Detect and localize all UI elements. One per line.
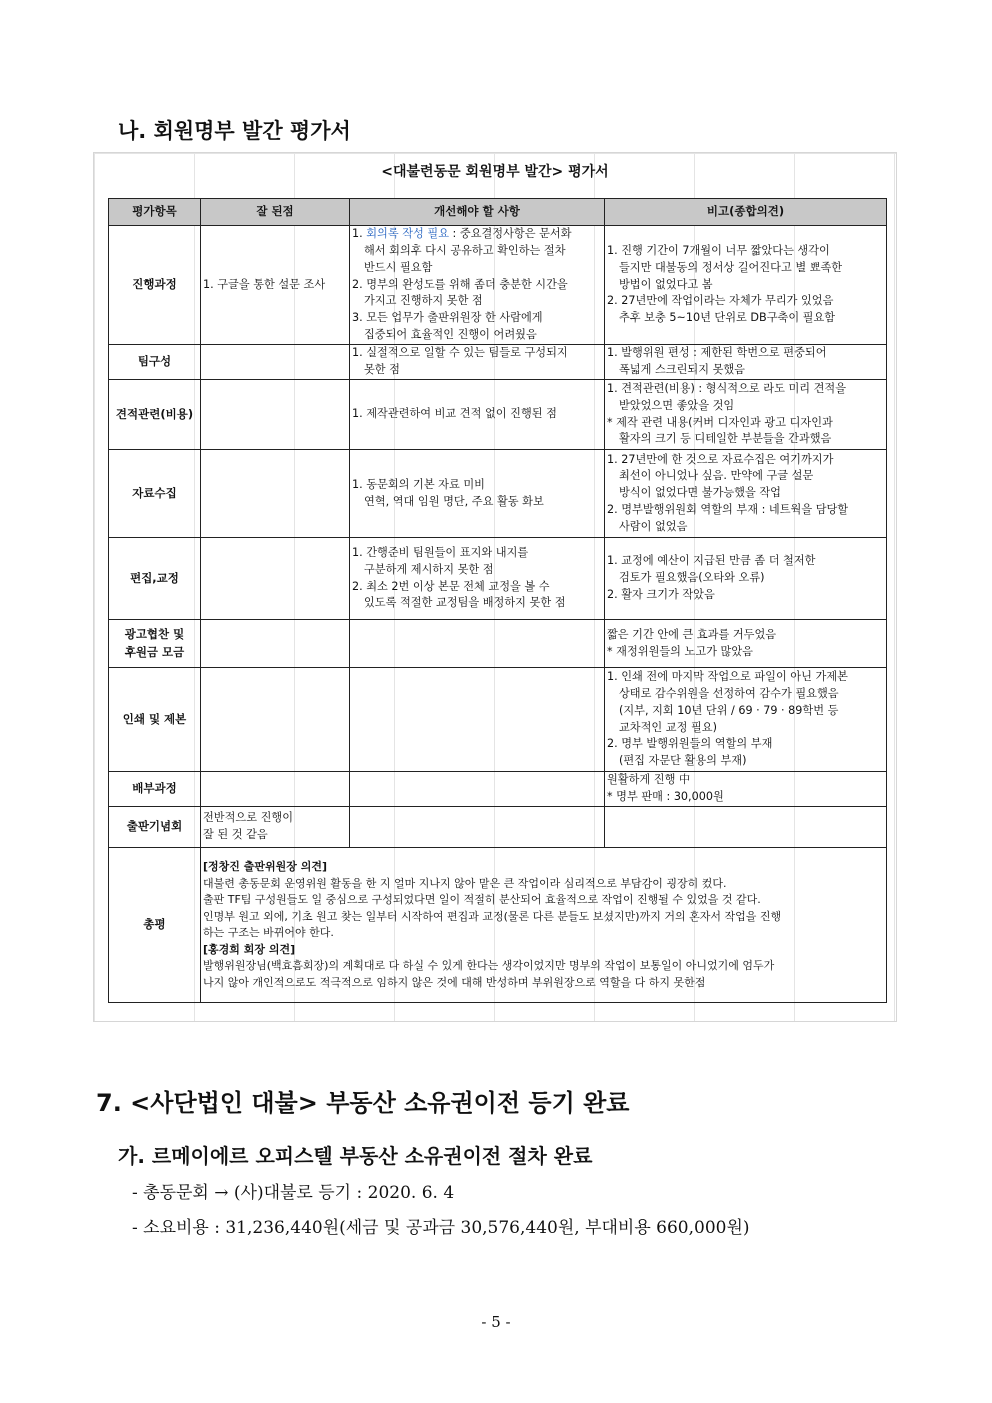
remark-line: 2. 명부 발행위원들의 역할의 부재: [607, 737, 773, 751]
category-label: 후원금 모금: [124, 644, 185, 659]
row-category: [109, 345, 201, 380]
row-remark: [605, 380, 887, 450]
remark-line: * 재정위원들의 노고가 많았음: [607, 644, 753, 658]
remark-line: 상태로 감수위원을 선정하여 감수가 필요했음: [619, 686, 839, 700]
remark-line: 검토가 필요했음(오타와 오류): [619, 571, 765, 585]
evaluation-table: [108, 198, 887, 1003]
improve-line: 2. 명부의 완성도를 위해 좀더 충분한 시간을: [352, 277, 568, 291]
row-good: [201, 538, 350, 620]
row-category: [109, 772, 201, 807]
table-row: [109, 668, 887, 772]
row-good: [201, 226, 350, 345]
remark-line: 사람이 없었음: [619, 519, 688, 533]
remark-line: (지부, 지회 10년 단위 / 69 · 79 · 89학번 등: [619, 703, 839, 717]
section-na-title: 나. 회원명부 발간 평가서: [118, 119, 351, 143]
summary-line: 출판 TF팀 구성원들도 일 중심으로 구성되었다면 일이 적절히 분산되어 효율적으로 작업이 진행될 수 있었을 것 같다.: [203, 893, 761, 906]
improve-line: 가지고 진행하지 못한 점: [364, 294, 483, 308]
table-row: [109, 450, 887, 538]
remark-line: 1. 진행 기간이 7개월이 너무 짧았다는 생각이: [607, 244, 830, 257]
category-label: 견적관련(비용): [115, 406, 194, 421]
table-row: [109, 380, 887, 450]
improve-line: 구분하게 제시하지 못한 점: [364, 562, 494, 576]
row-improve: [350, 772, 605, 807]
row-remark: [605, 772, 887, 807]
remark-line: 추후 보충 5~10년 단위로 DB구축이 필요함: [619, 311, 836, 325]
remark-line: 방법이 없었다고 봄: [619, 277, 713, 291]
improve-line: 1. 간행준비 팀원들이 표지와 내지를: [352, 545, 529, 559]
improve-line: 있도록 적절한 교정팀을 배정하지 못한 점: [364, 596, 566, 610]
table-header-row: [109, 199, 887, 226]
table-row: [109, 345, 887, 380]
remark-line: 받았었으면 좋았을 것임: [619, 398, 735, 412]
header-improve: 개선해야 할 사항: [350, 199, 605, 226]
header-good: 잘 된점: [201, 199, 350, 226]
remark-line: 들지만 대불동의 정서상 길어진다고 별 뾰족한: [619, 260, 843, 274]
remark-line: * 명부 판매 : 30,000원: [607, 790, 724, 803]
row-improve: [350, 226, 605, 345]
remark-line: 원활하게 진행 中: [607, 773, 691, 787]
row-category: [109, 668, 201, 772]
remark-line: 2. 27년만에 작업이라는 자체가 무리가 있었음: [607, 294, 834, 308]
summary-line: [정창진 출판위원장 의견]: [203, 860, 327, 873]
remark-line: 1. 발행위원 편성 : 제한된 학번으로 편중되어: [607, 346, 827, 360]
remark-line: 1. 27년만에 한 것으로 자료수집은 여기까지가: [607, 452, 834, 466]
row-improve: [350, 450, 605, 538]
table-row: [109, 538, 887, 620]
category-label: 진행과정: [132, 277, 177, 292]
good-line: 잘 된 것 같음: [203, 828, 268, 841]
summary-text: [201, 848, 887, 1003]
improve-highlight: 회의록 작성 필요: [366, 227, 449, 241]
header-category: 평가항목: [109, 199, 201, 226]
row-category: [109, 807, 201, 848]
remark-line: 1. 교정에 예산이 지급된 만큼 좀 더 철저한: [607, 554, 816, 568]
bullet-cost: - 소요비용 : 31,236,440원(세금 및 공과금 30,576,440원, 부대비용 660,000원): [132, 1218, 750, 1238]
remark-line: 1. 인쇄 전에 마지막 작업으로 파일이 아닌 가제본: [607, 670, 848, 684]
row-category: [109, 538, 201, 620]
table-row: [109, 772, 887, 807]
improve-line: 1. 실절적으로 일할 수 있는 팀들로 구성되지: [352, 346, 568, 360]
remark-line: 1. 견적관련(비용) : 형식적으로 라도 미리 견적을: [607, 381, 847, 395]
table-row: [109, 620, 887, 668]
category-label: 편집,교정: [130, 570, 179, 585]
remark-line: 2. 활자 크기가 작았음: [607, 587, 715, 601]
row-category: [109, 226, 201, 345]
row-remark: [605, 226, 887, 345]
row-remark: [605, 450, 887, 538]
evaluation-sheet: [93, 152, 897, 1022]
row-good: [201, 450, 350, 538]
row-remark: [605, 668, 887, 772]
row-improve: [350, 807, 605, 848]
remark-line: 교차적인 교정 필요): [619, 720, 717, 734]
summary-line: [홍경희 회장 의견]: [203, 942, 296, 956]
summary-line: 발행위원장님(백효흠회장)의 계획대로 다 하실 수 있게 한다는 생각이었지만 명부의 작업이 보통일이 아니었기에 엄두가: [203, 959, 775, 972]
section7-title: 7. <사단법인 대불> 부동산 소유권이전 등기 완료: [96, 1089, 630, 1117]
row-improve: [350, 668, 605, 772]
category-label: 인쇄 및 제본: [122, 711, 187, 726]
row-good: [201, 620, 350, 668]
page-number: - 5 -: [481, 1313, 511, 1331]
row-good: [201, 807, 350, 848]
category-label: 배부과정: [132, 781, 177, 796]
bullet-registration-date: - 총동문회 → (사)대불로 등기 : 2020. 6. 4: [132, 1183, 455, 1203]
category-label: 자료수집: [132, 485, 177, 500]
row-category: [109, 620, 201, 668]
summary-category: 총평: [109, 848, 201, 1003]
remark-line: 짧은 기간 안에 큰 효과를 거두었음: [607, 627, 777, 641]
row-remark: [605, 345, 887, 380]
table-row: [109, 226, 887, 345]
row-good: [201, 380, 350, 450]
sheet-title: <대불련동문 회원명부 발간> 평가서: [381, 164, 609, 180]
category-label: 팀구성: [137, 354, 172, 369]
summary-line: 인명부 원고 외에, 기초 원고 찾는 일부터 시작하여 편집과 교정(물론 다른 분들도 보셨지만)까지 거의 혼자서 작업을 진행: [203, 909, 782, 923]
summary-row: [109, 848, 887, 1003]
row-good: [201, 345, 350, 380]
row-good: [201, 668, 350, 772]
summary-line: 하는 구조는 바뀌어야 한다.: [203, 926, 334, 939]
improve-line: 반드시 필요함: [364, 260, 433, 274]
remark-line: 방식이 없었다면 불가능했을 작업: [619, 486, 781, 500]
row-remark: [605, 538, 887, 620]
summary-line: 나지 않아 개인적으로도 적극적으로 임하지 않은 것에 대해 반성하며 부위원장으로 역할을 다 하지 못한점: [203, 975, 706, 989]
row-category: [109, 450, 201, 538]
table-row: [109, 807, 887, 848]
good-line: 1. 구글을 통한 설문 조사: [203, 277, 326, 291]
remark-line: 활자의 크기 등 디테일한 부분들을 간과했음: [619, 432, 832, 446]
improve-line: [352, 226, 602, 243]
remark-line: (편집 자문단 활용의 부재): [619, 754, 747, 768]
section-ga-title: 가. 르메이에르 오피스텔 부동산 소유권이전 절차 완료: [118, 1144, 593, 1168]
category-label: 광고협찬 및: [124, 627, 185, 642]
improve-line: 1. 동문회의 기본 자료 미비: [352, 477, 485, 491]
remark-line: 최선이 아니었나 싶음. 만약에 구글 설문: [619, 469, 814, 483]
row-good: [201, 772, 350, 807]
row-remark: [605, 807, 887, 848]
row-category: [109, 380, 201, 450]
summary-line: 대불련 총동문회 운영위원 활동을 한 지 얼마 지나지 않아 맡은 큰 작업이라 심리적으로 부담감이 굉장히 컸다.: [203, 876, 727, 890]
improve-prefix: 1.: [352, 227, 367, 241]
row-remark: [605, 620, 887, 668]
remark-line: 2. 명부발행위원회 역할의 부재 : 네트웍을 담당할: [607, 502, 849, 516]
row-improve: [350, 538, 605, 620]
remark-line: * 제작 관련 내용(커버 디자인과 광고 디자인과: [607, 415, 833, 429]
improve-text: : 중요결정사항은 문서화: [449, 227, 572, 241]
improve-line: 해서 회의후 다시 공유하고 확인하는 절차: [364, 244, 566, 257]
improve-line: 3. 모든 업무가 출판위원장 한 사람에게: [352, 311, 543, 325]
improve-line: 연혁, 역대 임원 명단, 주요 활동 화보: [364, 494, 544, 508]
improve-line: 1. 제작관련하여 비교 견적 없이 진행된 점: [352, 407, 557, 421]
improve-line: 집중되어 효율적인 진행이 어려웠음: [364, 327, 537, 341]
header-remark: 비고(종합의견): [605, 199, 887, 226]
row-improve: [350, 345, 605, 380]
category-label: 출판기념회: [126, 819, 183, 834]
good-line: 전반적으로 진행이: [203, 811, 294, 825]
row-improve: [350, 620, 605, 668]
row-improve: [350, 380, 605, 450]
improve-line: 못한 점: [364, 363, 400, 376]
remark-line: 폭넓게 스크린되지 못했음: [619, 363, 745, 376]
improve-line: 2. 최소 2번 이상 본문 전체 교정을 볼 수: [352, 579, 550, 593]
